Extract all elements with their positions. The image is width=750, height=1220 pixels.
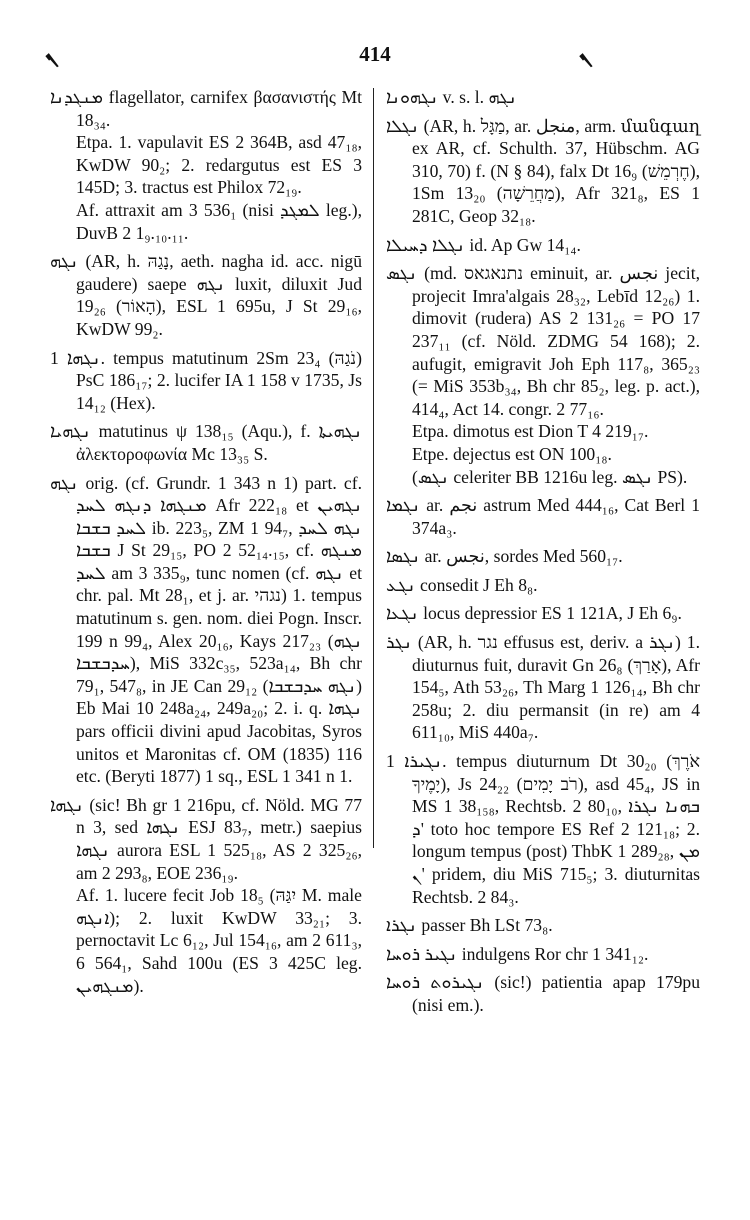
dictionary-entry: ܢܓܗ (AR, h. נָגַהּ, aeth. nagha id. acc. nigū gaudere) saepe ܢܓܗ luxit, diluxit Jud 19₂₆ (הָאוֹר), ESL 1 695u, J St 29₁₆, KwDW 99₂.	[50, 251, 362, 339]
dictionary-entry: Etpe. dejectus est ON 100₁₈.	[412, 443, 612, 464]
column-divider	[373, 88, 374, 848]
dictionary-entry: ܢܓܥ consedit J Eh 8₈.	[386, 574, 538, 595]
dictionary-entry: ܢܓܡܐ ar. نجم astrum Med 444₁₆, Cat Berl 1 374a₃.	[386, 495, 700, 538]
dictionary-entry: ܢܓܗܘܢܐ v. s. l. ܢܓܗ	[386, 87, 517, 107]
dictionary-entry: ܢܓܪܐ passer Bh LSt 73₈.	[386, 915, 553, 936]
dictionary-entry: ܢܓܠܐ ܕܚܝܠܐ id. Ap Gw 14₁₄.	[386, 234, 581, 255]
dictionary-entry: Etpa. dimotus est Dion T 4 219₁₇.	[412, 421, 649, 442]
dictionary-entry: ܢܓܪ (AR, h. נגר effusus est, deriv. a ܢܓܪ) 1. diuturnus fuit, duravit Gn 26₈ (אָרַךְ), Afr 154₅, Ath 53₂₆, Th Marg 1 126₁₄, Bh chr 258u; 2. diu permansit (in re) am 4 611₁₀, MiS 440a₇.	[386, 632, 700, 743]
page-number: 414	[359, 42, 391, 66]
dictionary-entry: Etpa. 1. vapulavit ES 2 364B, asd 47₁₈, KwDW 90₂; 2. redargutus est ES 3 145D; 3. tractus est Philox 72₁₉.	[76, 132, 362, 198]
left-column	[50, 86, 362, 997]
dictionary-entry: Af. 1. lucere fecit Job 18₅ (יִגַּהּ M. male ܐܢܓܗ); 2. luxit KwDW 33₂₁; 3. pernoctavit Lc 6₁₂, Jul 154₁₆, am 2 611₃, 6 564₁, Sahd 100u (ES 3 425C leg. ܡܢܓܗܝܢ).	[76, 885, 362, 996]
dictionary-entry: ܢܓܠܐ (AR, h. מַגָּל, ar. منجل, arm. մանգաղ ex AR, cf. Schulth. 37, Hübschm. AG 310, 70) f. (N § 84), falx Dt 16₉ (חֶרְמֵשׁ), 1Sm 13₂₀ (מַחֲרֵשָׁה), Afr 321₈, ES 1 281C, Geop 32₁₈.	[386, 115, 701, 226]
dictionary-entry: ܡܢܓܕܢܐ flagellator, carnifex βασανιστής Mt 18₃₄.	[50, 87, 362, 130]
dictionary-entry: ܢܓܝܪ ܪܘܚܐ indulgens Ror chr 1 341₁₂.	[386, 943, 649, 964]
header-left-letter: ܢ	[45, 40, 59, 66]
dictionary-entry: ܢܓܗܐ 1. tempus matutinum 2Sm 23₄ (נֹגַהּ) PsC 186₁₇; 2. lucifer IA 1 158 v 1735, Js 14₁₂ (Hex).	[50, 347, 362, 413]
dictionary-entry: ܢܓܣܐ ar. نجس, sordes Med 560₁₇.	[386, 546, 623, 567]
dictionary-entry: ܢܓܗ orig. (cf. Grundr. 1 343 n 1) part. cf. ܡܢܓܗܐ ܕܢܓܗ ܠܚܕ Afr 222₁₈ et ܢܓܗܝܢ ܠܚܕ ܒܫܒܐ ib. 223₅, ZM 1 94₇, ܢܓܗ ܠܚܕ ܒܫܒܐ J St 29₁₅, PO 2 52₁₄.₁₅, cf. ܡܢܓܗ ܠܚܕ am 3 335₉, tunc nomen (cf. ܢܓܗ et chr. pal. Mt 28₁, et j. ar. נגהי) 1. tempus matutinum s. gen. nom. diei Pogn. Inscr. 199 n 99₄, Alex 20₁₆, Kays 217₂₃ (ܢܓܗ ܚܕܒܫܒܐ), MiS 332c₃₅, 523a₁₄, Bh chr 79₁, 547₈, in JE Can 29₁₂ (ܢܓܗ ܚܕܒܫܒܐ) Eb Mai 10 248a₂₄, 249a₂₀; 2. i. q. ܢܓܗܐ pars officii divini apud Jacobitas, Syros unitos et Maronitas cf. OM (1835) 116 etc. (Beryti 1877) 1 sq., ESL 1 341 n 1.	[50, 472, 363, 787]
dictionary-entry: (ܢܓܣ celeriter BB 1216u leg. ܢܓܣ PS).	[412, 466, 688, 487]
dictionary-entry: ܢܓܗܐ (sic! Bh gr 1 216pu, cf. Nöld. MG 77 n 3, sed ܢܓܗܐ ESJ 83₇, metr.) saepius ܢܓܗܐ aurora ESL 1 525₁₈, AS 2 325₂₆, am 2 293₈, EOE 236₁₉.	[50, 794, 363, 883]
dictionary-entry: ܢܓܣ (md. נתנאגאס eminuit, ar. نجس jecit, projecit Imra'algais 28₃₂, Lebīd 12₂₆) 1. dimovit (rudera) AS 2 131₂₆ = PO 17 237₁₁ (cf. Nöld. ZDMG 54 168); 2. aufugit, emigravit Joh Eph 117₈, 365₂₃ (= MiS 353b₃₄, Bh chr 85₂, leg. p. act.), 414₄, Act 14. congr. 2 77₁₆.	[386, 263, 700, 419]
right-column	[386, 86, 700, 1017]
dictionary-entry: ܢܓܝܪܘܬ ܪܘܚܐ (sic!) patientia apap 179pu (nisi em.).	[386, 972, 700, 1015]
dictionary-entry: ܢܓܥܐ locus depressior ES 1 121A, J Eh 6₉.	[386, 603, 682, 624]
header-right-letter: ܢ	[578, 40, 592, 66]
dictionary-entry: ܢܓܝܪܐ 1. tempus diuturnum Dt 30₂₀ (אֹרֶךְ יָמֶיךָ), Js 24₂₂ (רֹב יָמִים), asd 45₄, JS in MS 1 38₁₅₈, Rechtsb. 2 80₁₀, ܒܗܢܐ ܢܓܪܐ ܕ' toto hoc tempore ES Ref 2 121₁₈; 2. longum tempus (post) ThbK 1 289₂₈, ܡܢ ܢ' pridem, diu MiS 715₅; 3. diuturnitas Rechtsb. 2 84₃.	[386, 751, 701, 907]
dictionary-entry: Af. attraxit am 3 536₁ (nisi ܠܡܓܕ leg.), DuvB 2 1₉.₁₀.₁₁.	[76, 199, 362, 243]
page-header	[0, 40, 750, 72]
dictionary-entry: ܢܓܗܝܐ matutinus ψ 138₁₅ (Aqu.), f. ܢܓܗܝܬܐ ἀλεκτοροφωνία Mc 13₃₅ S.	[50, 421, 362, 464]
